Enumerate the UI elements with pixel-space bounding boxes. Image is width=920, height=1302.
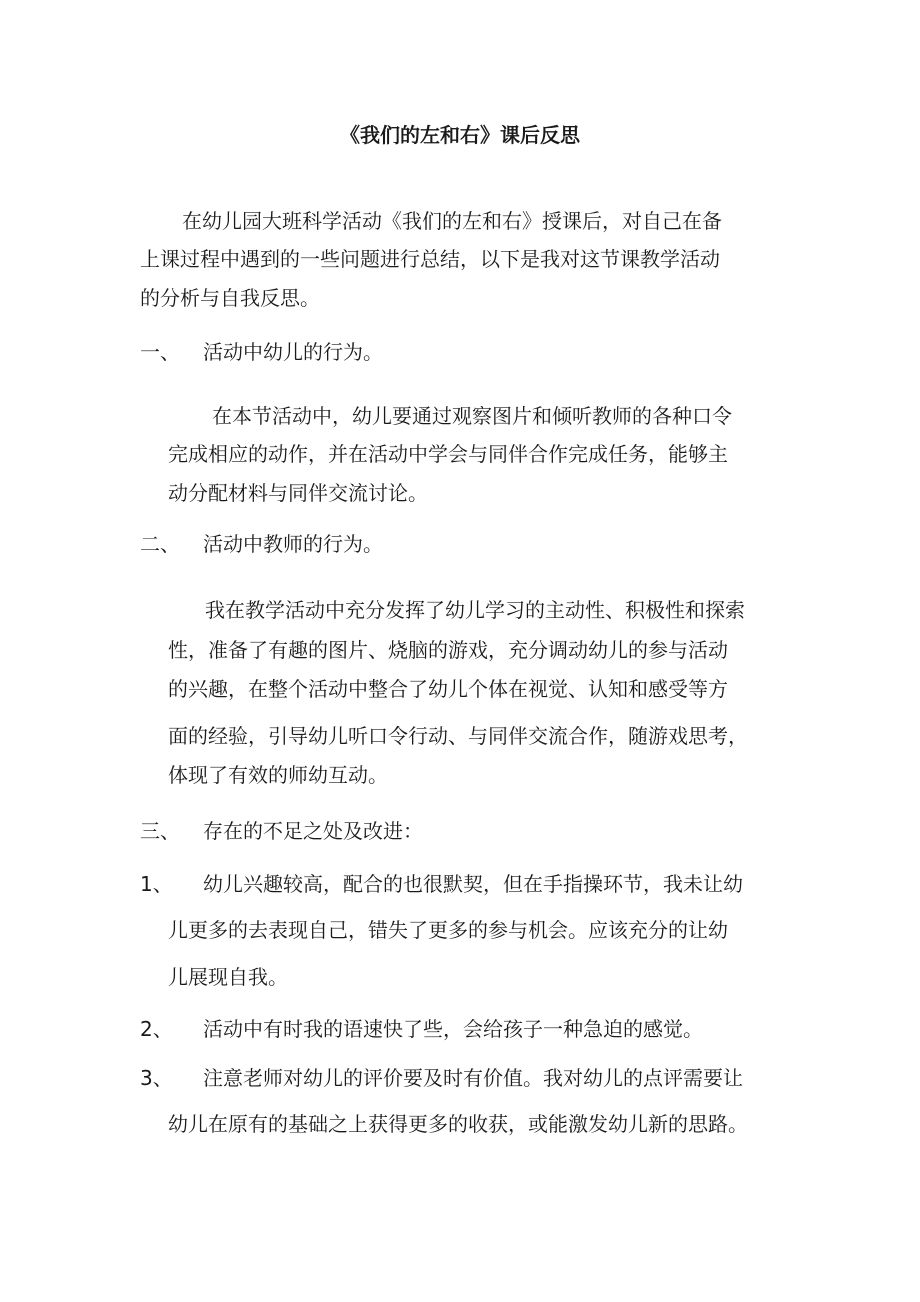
- paragraph-line: 性，准备了有趣的图片、烧脑的游戏，充分调动幼儿的参与活动: [168, 638, 728, 662]
- paragraph-line: 的兴趣，在整个活动中整合了幼儿个体在视觉、认知和感受等方: [168, 677, 728, 701]
- list-item-line: 儿更多的去表现自己，错失了更多的参与机会。应该充分的让幼: [168, 918, 728, 942]
- section-number: 三、: [140, 819, 180, 843]
- intro-line: 在幼儿园大班科学活动《我们的左和右》授课后，对自己在备: [182, 209, 722, 233]
- paragraph-line: 我在教学活动中充分发挥了幼儿学习的主动性、积极性和探索: [205, 598, 745, 622]
- section-number: 二、: [140, 532, 180, 556]
- paragraph-line: 动分配材料与同伴交流讨论。: [168, 481, 428, 505]
- intro-line: 上课过程中遇到的一些问题进行总结，以下是我对这节课教学活动: [140, 247, 720, 271]
- list-item-line: 儿展现自我。: [168, 965, 288, 989]
- list-item-text: 注意老师对幼儿的评价要及时有价值。我对幼儿的点评需要让: [203, 1066, 743, 1090]
- intro-line: 的分析与自我反思。: [140, 286, 320, 310]
- section-heading-text: 活动中幼儿的行为。: [203, 340, 383, 364]
- paragraph-line: 在本节活动中，幼儿要通过观察图片和倾听教师的各种口令: [212, 404, 732, 428]
- list-item-number: 2、: [140, 1017, 173, 1041]
- list-item-line: 幼儿在原有的基础之上获得更多的收获，或能激发幼儿新的思路。: [168, 1112, 748, 1136]
- list-item-text: 活动中有时我的语速快了些，会给孩子一种急迫的感觉。: [203, 1017, 703, 1041]
- document-title: 《我们的左和右》课后反思: [340, 123, 580, 147]
- list-item-text: 幼儿兴趣较高，配合的也很默契，但在手指操环节，我未让幼: [203, 872, 743, 896]
- paragraph-line: 完成相应的动作，并在活动中学会与同伴合作完成任务，能够主: [168, 442, 728, 466]
- section-number: 一、: [140, 340, 180, 364]
- section-heading-text: 存在的不足之处及改进：: [203, 819, 423, 843]
- list-item-number: 3、: [140, 1066, 173, 1090]
- paragraph-line: 面的经验，引导幼儿听口令行动、与同伴交流合作，随游戏思考，: [168, 724, 748, 748]
- paragraph-line: 体现了有效的师幼互动。: [168, 763, 388, 787]
- section-heading-text: 活动中教师的行为。: [203, 532, 383, 556]
- list-item-number: 1、: [140, 872, 173, 896]
